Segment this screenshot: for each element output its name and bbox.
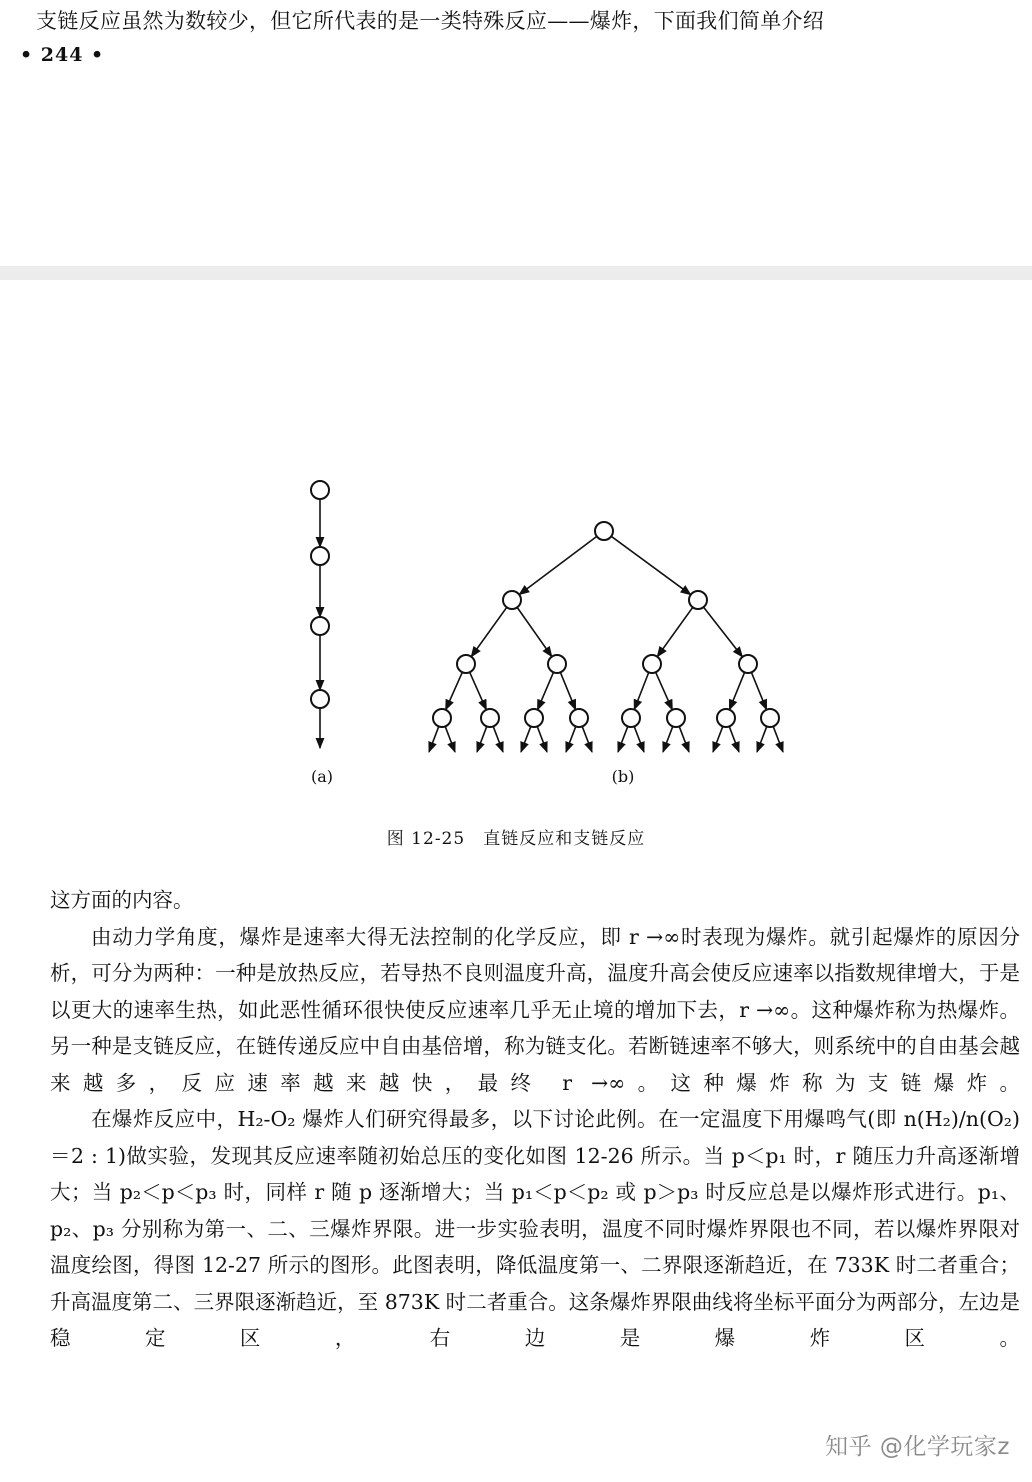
chain-a-node (311, 481, 329, 499)
chain-b-arrow (656, 672, 673, 710)
chain-b-arrow (618, 726, 628, 752)
chain-b-arrow (773, 726, 783, 752)
chain-b-arrow (757, 726, 767, 752)
chain-b-arrow (566, 726, 576, 752)
chain-a-node (311, 690, 329, 708)
chain-b-node (717, 709, 735, 727)
chain-b-arrow (704, 607, 743, 657)
chain-b-arrow (634, 672, 648, 709)
chain-b-arrow (679, 726, 689, 752)
chain-b-arrow (560, 672, 575, 709)
chain-b-arrow (611, 536, 690, 594)
figure-caption: 图 12-25 直链反应和支链反应 (386, 829, 646, 849)
chain-b-arrow (445, 726, 455, 752)
chain-b-node (761, 709, 779, 727)
paragraph-2: 由动力学角度，爆炸是速率大得无法控制的化学反应，即 r →∞时表现为爆炸。就引起爆炸的原因分析，可分为两种：一种是放热反应，若导热不良则温度升高，温度升高会使反应速率以指数规律增大，于是以更大的速率生热，如此恶性循环很快使反应速率几乎无止境的增加下去，r →∞。这种爆炸称为热爆炸。另一种是支链反应，在链传递反应中自由基倍增，称为链支化。若断链速率不够大，则系统中的自由基会越来越多，反应速率越来越快，最终 r →∞。这种爆炸称为支链爆炸。 (50, 924, 1020, 1095)
chain-b-node (667, 709, 685, 727)
figure-label-b: (b) (611, 767, 635, 786)
paragraph-3: 在爆炸反应中，H₂-O₂ 爆炸人们研究得最多，以下讨论此例。在一定温度下用爆鸣气(即 n(H₂)/n(O₂)＝2 : 1)做实验，发现其反应速率随初始总压的变化如图 12-26 所示。当 p＜p₁ 时，r 随压力升高逐渐增大；当 p₂＜p＜p₃ 时，同样 r 随 p 逐渐增大；当 p₁＜p＜p₂ 或 p＞p₃ 时反应总是以爆炸形式进行。p₁、p₂、p₃ 分别称为第一、二、三爆炸界限。进一步实验表明，温度不同时爆炸界限也不同，若以爆炸界限对温度绘图，得图 12-27 所示的图形。此图表明，降低温度第一、二界限逐渐趋近，在 733K 时二者重合；升高温度第二、三界限逐渐趋近，至 873K 时二者重合。这条爆炸界限曲线将坐标平面分为两部分，左边是稳定区，右边是爆炸区。 (50, 1107, 1020, 1350)
chain-b-arrow (729, 672, 744, 709)
figure-label-a: (a) (310, 767, 334, 786)
watermark: 知乎 @化学玩家z (825, 1434, 1010, 1460)
chain-b-arrow (729, 726, 739, 752)
chain-b-node (433, 709, 451, 727)
chain-b-node (548, 655, 566, 673)
chain-b-arrow (537, 726, 547, 752)
page-separator (0, 266, 1032, 280)
chain-b-node (503, 591, 521, 609)
page-number: • 244 • (20, 44, 105, 66)
paragraph-1: 这方面的内容。 (50, 888, 194, 912)
top-text-line: 支链反应虽然为数较少，但它所代表的是一类特殊反应——爆炸，下面我们简单介绍 (36, 9, 825, 33)
chain-b-arrow (471, 607, 506, 656)
chain-b-arrow (751, 672, 766, 709)
chain-b-arrow (429, 726, 439, 752)
chain-b-arrow (493, 726, 503, 752)
chain-b-node (595, 522, 613, 540)
chain-b-arrow (538, 672, 554, 709)
chain-b-node (481, 709, 499, 727)
chain-b-arrow (470, 672, 487, 710)
chain-b-arrow (713, 726, 723, 752)
chain-b-node (622, 709, 640, 727)
chain-b-node (689, 591, 707, 609)
chain-b-arrow (663, 726, 673, 752)
chain-b-node (739, 655, 757, 673)
chain-b-arrow (582, 726, 592, 752)
chain-b-arrow (446, 672, 463, 710)
chain-a-node (311, 617, 329, 635)
chain-b-node (525, 709, 543, 727)
chain-b-arrow (634, 726, 644, 752)
chain-b-node (570, 709, 588, 727)
chain-b-arrow (517, 607, 552, 656)
chain-reaction-figure (0, 460, 1032, 800)
chain-b-arrow (477, 726, 487, 752)
chain-b-node (643, 655, 661, 673)
chain-b-arrow (521, 726, 531, 752)
chain-b-node (457, 655, 475, 673)
body-text (50, 882, 1020, 1357)
chain-b-arrow (657, 607, 692, 656)
chain-b-arrow (519, 536, 597, 594)
chain-a-node (311, 547, 329, 565)
